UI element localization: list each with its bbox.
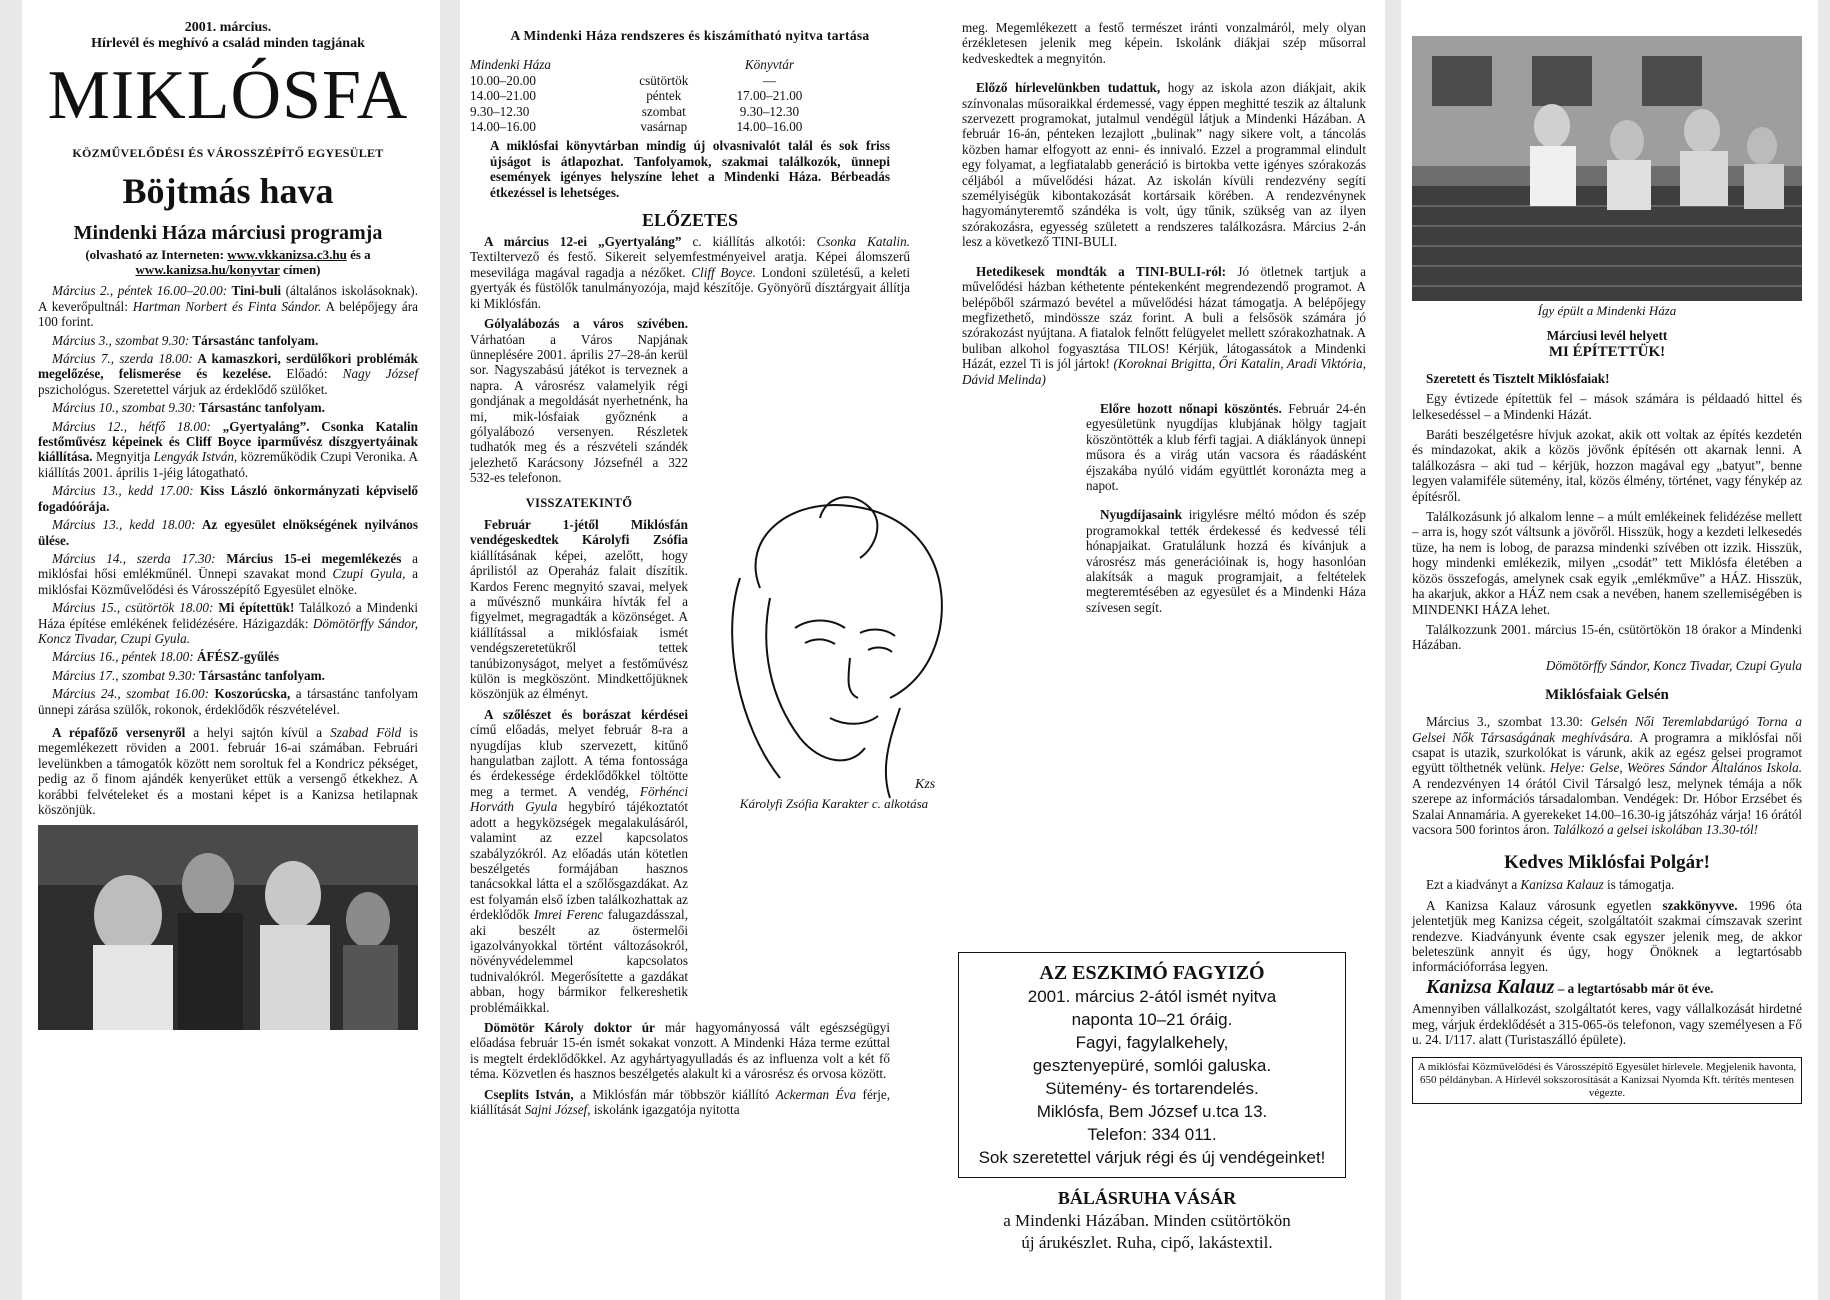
- eszkimo-ad-lines: [963, 985, 1341, 1169]
- visszatekinto-p3: Dömötör Károly doktor úr már hagyományossá vált egészségügyi előadása február 15-én ismét sokakat vonzott. A Mindenki Háza terme ezúttal is megtelt érdeklődőkkel. Az agyhártyagyulladás és az influenza volt a két fő téma. Közvetlen és hasznos beszélgetés alakult ki a városrész és orvosa között.: [470, 1019, 891, 1082]
- polgar-p3: Amennyiben vállalkozást, szolgáltatót keres, vagy vállalkozását hirdetné meg, várjuk érdeklődését a 315-065-ös telefonon, vagy személyesen a Fő u. 24. I/117. alatt (Turistaszálló épülete).: [1412, 1001, 1802, 1048]
- page-gutter-mid: [440, 0, 460, 1300]
- portrait-drawing: [700, 478, 968, 811]
- polgar-p1: Ezt a kiadványt a Kanizsa Kalauz is támogatja.: [1426, 877, 1675, 893]
- hours-head-kt: Könyvtár: [744, 57, 794, 73]
- program-list: [38, 283, 418, 717]
- eszkimo-ad-line: Fagyi, fagylalkehely,: [1075, 1033, 1229, 1052]
- construction-photo: [1412, 36, 1802, 301]
- eszkimo-ad: [958, 952, 1346, 1178]
- column-1: [38, 20, 418, 1030]
- hours-title: A Mindenki Háza rendszeres és kiszámítható nyitva tartása: [510, 28, 870, 43]
- masthead-subtitle: Hírlevél és meghívó a család minden tagjának: [91, 36, 365, 51]
- letter-p2: Baráti beszélgetésre hívjuk azokat, akik ott voltak az építés kezdetén és mindazokat, akik a közös jövőnk építésén ott akarnak lenni. A találkozásra – aki tud – kérjük, hozzon magával egy „batyut”, benne legyen valamiféle sütemény, ital, közös élmény, történet, vagy fénykép az építésről.: [1412, 427, 1802, 504]
- visszatekinto-p2: A szőlészet és borászat kérdései című előadás, melyet február 8-ra a nyugdíjas klub szervezett, kitűnő hangulatban zajlott. A téma fontossága és érdekessége érdeklődőkkel töltötte meg a termet. A vendég, Förhénci Horváth Gyula hegybíró tájékoztatót adott a hegyközségek megalakulásáról, valamint az ezzel kapcsolatos szabályzókról. Az előadás után kötetlen beszélgetés formájában hasznos tanácsokkal látta el a szőlősgazdákat. Az est folyamán első ízben találkozhattak az érdeklődők Imrei Ferenc falugazdásszal, aki beszélt az östermelői igazolványokkal történt változásokról, növényvédelemmel kapcsolatos tudnivalókról. Megerősítette a gazdákat abban, hogy bármikor felkereshetik problémáikkal.: [470, 706, 688, 1015]
- program-item: Március 13., kedd 17.00: Kiss László önkormányzati képviselő fogadóórája.: [38, 483, 419, 514]
- gelsen-title: Miklósfaiak Gelsén: [1545, 687, 1669, 704]
- hours-row: 10.00–20.00 csütörtök —: [470, 72, 777, 88]
- letter-title: MI ÉPÍTETTÜK!: [1548, 343, 1666, 360]
- col3-p3: Előre hozott nőnapi köszöntés. Február 24-én egyesületünk nyugdíjas klubjának hölgy tagjait köszöntötték a klub férfi tagjai. A diáklányok ünnepi műsora és a virág után vacsora és ráadásként éjszakába nyúló vidám együttlét koronázta meg a napot.: [1086, 400, 1366, 493]
- event-photo: [38, 825, 418, 1030]
- web-link-konyvtar[interactable]: www.kanizsa.hu/konyvtar: [135, 262, 280, 278]
- program-item: Március 3., szombat 9.30: Társastánc tanfolyam.: [52, 332, 319, 348]
- eszkimo-ad-title: AZ ESZKIMÓ FAGYIZÓ: [1039, 962, 1265, 984]
- polgar-p2: A Kanizsa Kalauz városunk egyetlen szakkönyvve. 1996 óta jelentetjük meg Kanizsa cégeit, szolgáltatóit szakmai címszavak szerint rendezve. Kiadványunk évente csak egyszer jelenik meg, de akkor beleteszünk annyit és úgy, hogy Önöknek a legtartósabb információforrása legyen.: [1412, 897, 1802, 975]
- svg-text:Kzs: Kzs: [915, 777, 936, 792]
- eszkimo-ad-line: Sok szeretettel várjuk régi és új vendégeinket!: [978, 1148, 1326, 1167]
- library-note: A miklósfai könyvtárban mindig új olvasnivalót talál és sok friss újságot is átlapozhat. Tanfolyamok, szakmai találkozók, ünnepi események igényes helyszíne lehet a Mindenki Háza. Bérbeadás étkezéssel is lehetséges.: [490, 138, 890, 200]
- column-4: [1412, 36, 1802, 1104]
- col3-continuation: meg. Megemlékezett a festő természet iránti vonzalmáról, mely olyan érzékletesen jelenik meg képein. Iskolánk diákjai szép műsorral kedveskedtek a megnyitón.: [962, 20, 1366, 66]
- imprint-box: A miklósfai Közművelődési és Városszépítő Egyesület hírlevele. Megjelenik havonta, 650 példányban. A Hírlevél sokszorosítását a Kanizsai Nyomda Kft. térítés mentesen végezte.: [1412, 1057, 1802, 1104]
- program-item: Március 24., szombat 16.00: Koszorúcska, a társastánc tanfolyam ünnepi zárása szülők, rokonok, érdeklődők részvételével.: [38, 686, 419, 717]
- letter-p1: Egy évtizede építettük fel – mások számára is példaadó hittel és lelkesedéssel – a Mindenki Házát.: [1412, 391, 1802, 422]
- construction-photo-caption: Így épült a Mindenki Háza: [1537, 303, 1677, 318]
- sale-block: [958, 1186, 1336, 1254]
- sale-line: a Mindenki Házában. Minden csütörtökön: [1003, 1211, 1291, 1230]
- issue-date: 2001. március.: [184, 20, 272, 35]
- sale-title: BÁLÁSRUHA VÁSÁR: [1057, 1188, 1237, 1208]
- polgar-title: Kedves Miklósfai Polgár!: [1504, 852, 1710, 874]
- eszkimo-ad-line: 2001. március 2-ától ismét nyitva: [1027, 987, 1277, 1006]
- column-3: [962, 20, 1366, 620]
- program-item: Március 13., kedd 18.00: Az egyesület elnökségének nyilvános ülése.: [38, 517, 419, 548]
- sale-lines: [958, 1210, 1336, 1254]
- eszkimo-ad-line: Telefon: 334 011.: [1087, 1125, 1217, 1144]
- eszkimo-ad-line: Sütemény- és tortarendelés.: [1045, 1079, 1259, 1098]
- hours-row: 14.00–16.00 vasárnap 14.00–16.00: [470, 119, 803, 135]
- program-item: Március 12., hétfő 18.00: „Gyertyaláng”. Csonka Katalin festőművész képeinek és Cliff Boyce iparművész díszgyertyáinak kiállítása. Megnyitja Lengyák István, közreműködik Czupi Veronika. A kiállítás 2001. április 1-jéig látogatható.: [38, 418, 418, 480]
- col3-p2: Hetedikesek mondták a TINI-BULI-ról: Jó ötletnek tartjuk a művelődési házban kéthetente péntekenként megrendezendő programot. A belépőből származó bevétel a művelődési házat támogatja. A belépőjegy megfizethető, mindössze száz forint. A buli a felsősök számára jó szórakozást nyújtana. A fiatalok felnőtt felügyelet mellett szórakozhatnak. A buliban alkohol fogyasztása TILOS! Kérjük, látogassátok a Mindenki Házát, ezzel Ti is jól jártok! (Koroknai Brigitta, Őri Katalin, Aradi Viktória, Dávid Melinda): [962, 263, 1367, 387]
- page-gutter-edge: [1818, 0, 1830, 1300]
- gollya-paragraph: Gólyalábozás a város szívében. Várhatóan a Város Napjának ünneplésére 2001. április 27–28-án kerül sor. Nagyszabású játékot is terveznek a napra. A városrész valamelyik régi gondjának a megoldását nyerhetnénk, ha mi, mik-lósfaiak győznénk a gólyalábozó versenyen. Részletek tudhatók meg és a részvételi szándék jelezhető Karácsony Józsefnél a 322 532-es telefonon.: [470, 316, 688, 486]
- program-item: Március 10., szombat 9.30: Társastánc tanfolyam.: [52, 400, 325, 416]
- month-title: Böjtmás hava: [122, 171, 334, 212]
- hours-row: 9.30–12.30 szombat 9.30–12.30: [470, 103, 800, 119]
- col3-p4: Nyugdíjasaink irigylésre méltó módon és szép programokkal tették érdekessé és kedvessé téli hónapjaikat. Gratulálunk hozzá és kívánjuk a városrész más generációinak is, hogy hasonlóan alakítsák a maguk programjait, a feltételek megteremtésében az egyesület és a Mindenki Háza szívesen segít.: [1086, 507, 1366, 615]
- web-link-vkkanizsa[interactable]: www.vkkanizsa.c3.hu: [227, 247, 347, 263]
- letter-greeting: Szeretett és Tisztelt Miklósfaiak!: [1426, 370, 1610, 386]
- hours-row: 14.00–21.00 péntek 17.00–21.00: [470, 88, 803, 104]
- program-item: Március 7., szerda 18.00: A kamaszkori, serdülőkori problémák megelőzése, felismerése és kezelése. Előadó: Nagy József pszichológus. Szeretettel várjuk az érdeklődő szülőket.: [38, 351, 418, 397]
- sale-line: új árukészlet. Ruha, cipő, lakástextil.: [1021, 1233, 1273, 1252]
- program-item: Március 14., szerda 17.30: Március 15-ei megemlékezés a miklósfai hősi emlékműnél. Ünnepi szavakat mond Czupi Gyula, a miklósfai Közművelődési és Városszépítő Egyesület elnöke.: [38, 550, 418, 597]
- letter-p3: Találkozásunk jó alkalom lenne – a múlt emlékeinek felidézése mellett – arra is, hogy szót váltsunk a jövőről. Hisszük, hogy a kezdeti lelkesedés tüze, ha nem is lobog, de parazsa mindenki szívében ott izzik. Hisszük, hogy mindenki emlékezik, milyen „csodát” tett Miklósfa életében a közös összefogás, amelynek csak egyik „emlékműve” a HÁZ. Hisszük, ha akarjuk, akkor a HÁZ nem csak a nevében, hanem szellemiségében is MINDENKI HÁZA lehet.: [1412, 509, 1802, 617]
- visszatekinto-p4: Cseplits István, a Miklósfán már többször kiállító Ackerman Éva férje, kiállítását Sajni József, iskolánk igazgatója nyitotta: [470, 1086, 891, 1117]
- letter-signature: Dömötörffy Sándor, Koncz Tivadar, Czupi Gyula: [1545, 657, 1802, 673]
- program-item: Március 17., szombat 9.30: Társastánc tanfolyam.: [52, 667, 325, 683]
- repafozo-paragraph: A répafőző versenyről a helyi sajtón kívül a Szabad Föld is megemlékezett röviden a 2001. február 16-ai számában. Februári levelünkben a támogatók között nem soroltuk fel a Kondricz pékséget, pedig az ő finom ajándék kenyerüket ettük a versengő étkekhez. A korábbi felvételeket és a mostani képet is a Kanizsa hetilapnak köszönjük.: [38, 724, 418, 817]
- letter-p4: Találkozzunk 2001. március 15-én, csütörtökön 18 órakor a Mindenki Házában.: [1412, 621, 1802, 653]
- organization-name: KÖZMŰVELŐDÉSI ÉS VÁROSSZÉPÍTŐ EGYESÜLET: [72, 146, 384, 160]
- gelsen-paragraph: Március 3., szombat 13.30: Gelsén Női Teremlabdarúgó Torna a Gelsei Nők Társaságának meghívására. A programra a miklósfai női csapat is utazik, szurkolókat is várunk, akik az egész gelsei programot együtt tölthetnék velünk. Helye: Gelse, Weöres Sándor Általános Iskola. A rendezvényen 14 órától Civil Társalgó lesz, melynek témája a nők szerepe az információs társadalomban. Vendégek: Dr. Hóbor Erzsébet és Szalai Annamária. A gyerekeket 14.00–16.30-ig játszóház várja! 16 órától vacsora 500 forintos áron. Találkozó a gelsei iskolában 13.30-tól!: [1412, 714, 1803, 837]
- col3-p1: Előző hírlevelünkben tudattuk, hogy az iskola azon diákjait, akik színvonalas műsoraikkal érdemessé, vagy éppen meghitté teszik az általunk szervezett programokat, jutalmul vendégül látjuk a Mindenki Házában. A február 16-án, pénteken lezajlott „bulinak” nagy sikere volt, a táncolás közben hamar elfogyott az enni- és innivaló. Ezzel a programmal elindult egy folyamat, a legfiatalabb generáció is birtokba vette igényes szórakozás céljából a művelődési házat. Az iskolán kívüli rendezvény segíti személyiségük kibontakozását kortársaik körében. A rendezvénynek hagyományteremtő szándéka is volt, úgy tűnik, szükség van az ilyen szórakozásra, egyesség született a rendszeres találkozásra. Március 2-án lesz a következő TINI-BULI.: [962, 80, 1366, 250]
- page-gutter-right: [1385, 0, 1401, 1300]
- masthead-title: MIKLÓSFA: [47, 57, 409, 134]
- program-web-note: (olvasható az Interneten: www.vkkanizsa.c3.hu és a www.kanizsa.hu/konyvtar címen): [85, 247, 371, 278]
- page-gutter-left: [0, 0, 22, 1300]
- program-title: Mindenki Háza márciusi programja: [73, 222, 383, 245]
- eszkimo-ad-line: Miklósfa, Bem József u.tca 13.: [1036, 1102, 1268, 1121]
- elozetes-paragraph: A március 12-ei „Gyertyaláng” c. kiállítás alkotói: Csonka Katalin. Textiltervező és festő. Sikereit selyemfestményeivel aratja. Képei álomszerű mesevilága magával ragadja a nézőket. Cliff Boyce. Londoni születésű, a keleti gyertyák és füstölők tanulmányozója, majd készítője. Gyönyörű dísztárgyait állítja ki Miklósfán.: [470, 234, 910, 311]
- visszatekinto-title: VISSZATEKINTŐ: [525, 495, 633, 510]
- program-item: Március 15., csütörtök 18.00: Mi építettük! Találkozó a Mindenki Háza építése emlékének felidézésére. Házigazdák: Dömötörffy Sándor, Koncz Tivadar, Czupi Gyula.: [38, 600, 418, 646]
- eszkimo-ad-line: naponta 10–21 óráig.: [1071, 1010, 1233, 1029]
- eszkimo-ad-line: gesztenyepüré, somlói galuska.: [1032, 1056, 1272, 1075]
- letter-kicker: Márciusi levél helyett: [1546, 328, 1668, 344]
- visszatekinto-p1: Február 1-jétől Miklósfán vendégeskedtek Károlyfi Zsófia kiállításának képei, azelőtt, hogy áprilistól az Operaház falait díszítik. Kardos Ferenc megnyitó szavai, melyek a művésznő munkáira hívták fel a figyelmet, megragadták a közönséget. A kiállítással a miklósfaiak ismét vendégszeretetükről tettek tanúbizonyságot, melyet a festőművész külön is megköszönt. Mindkettőjüknek köszönjük az élményt.: [470, 516, 688, 702]
- opening-hours-table: [470, 57, 830, 134]
- hours-head-mh: Mindenki Háza: [470, 57, 551, 73]
- drawing-caption: Károlyfi Zsófia Karakter c. alkotása: [739, 796, 929, 811]
- elozetes-title: ELŐZETES: [641, 210, 739, 231]
- polgar-slogan: Kanizsa Kalauz – a legtartósabb már öt éve.: [1426, 975, 1714, 998]
- program-item: Március 2., péntek 16.00–20.00: Tini-buli (általános iskolásoknak). A keverőpultnál: Hartman Norbert és Finta Sándor. A belépőjegy ára 100 forint.: [38, 283, 418, 330]
- program-item: Március 16., péntek 18.00: ÁFÉSZ-gyűlés: [52, 649, 279, 665]
